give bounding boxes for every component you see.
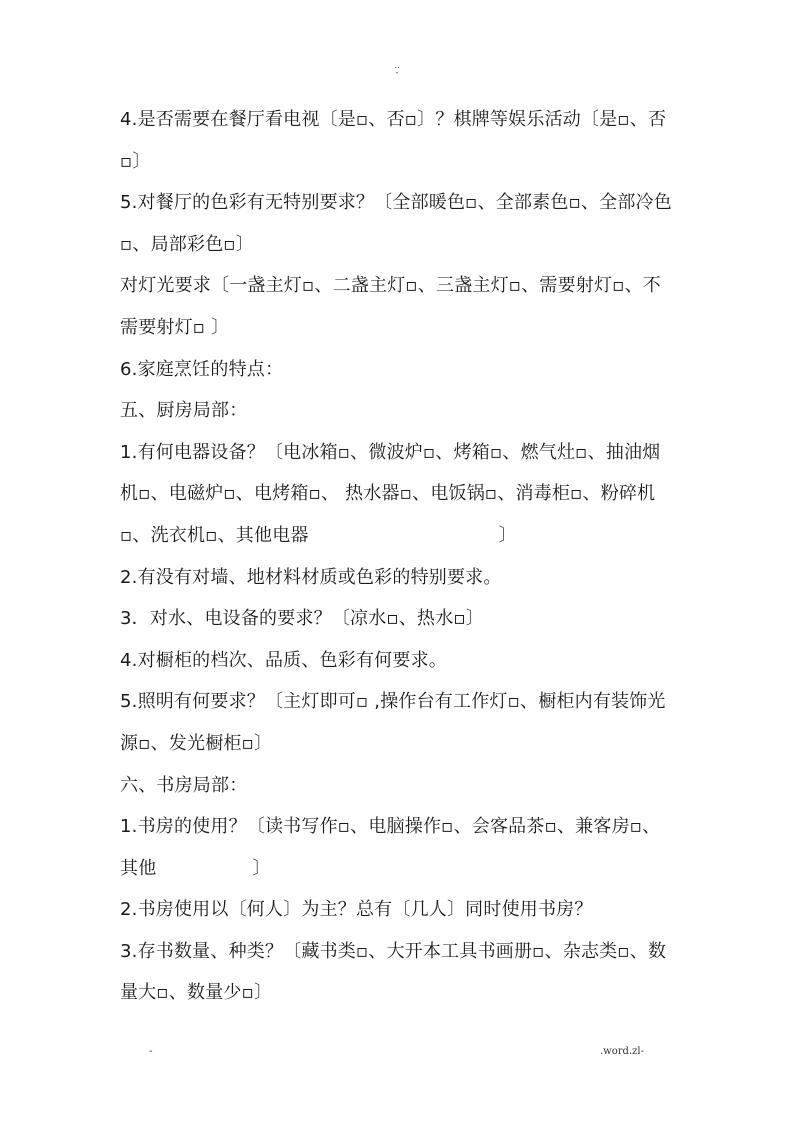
line-cooking-features: 6.家庭烹饪的特点：: [120, 358, 284, 380]
line-kitchen-lighting-cont: 源▫、发光橱柜▫〕: [120, 732, 273, 754]
line-study-books-cont: 量大▫、数量少▫〕: [120, 982, 273, 1004]
line-study-use: 1.书房的使用？〔读书写作▫、电脑操作▫、会客品茶▫、兼客房▫、: [120, 816, 661, 838]
section-study-heading: 六、书房局部：: [120, 774, 248, 796]
line-dining-tv: 4.是否需要在餐厅看电视〔是▫、否▫〕？棋牌等娱乐活动〔是▫、否: [120, 109, 667, 130]
study-other-close: 〕: [252, 857, 271, 879]
footer-left-mark: -: [149, 1046, 153, 1057]
line-dining-tv-cont: ▫〕: [120, 150, 151, 172]
appliances-other-label: ▫、洗衣机▫、其他电器: [120, 524, 309, 546]
header-mark: .. -: [394, 61, 400, 77]
line-dining-color: 5.对餐厅的色彩有无特别要求？〔全部暖色▫、全部素色▫、全部冷色: [120, 192, 672, 214]
study-other-label: 其他: [120, 857, 157, 879]
line-study-use-cont: [120, 848, 680, 890]
line-kitchen-water-power: 3．对水、电设备的要求？〔凉水▫、热水▫〕: [120, 608, 485, 630]
line-kitchen-cabinets: 4.对橱柜的档次、品质、色彩有何要求。: [120, 649, 447, 671]
footer-right-mark: .word.zl-: [600, 1046, 644, 1057]
line-kitchen-appliances-cont: 机▫、电磁炉▫、电烤箱▫、 热水器▫、电饭锅▫、消毒柜▫、粉碎机: [120, 483, 656, 505]
appliances-other-close: 〕: [498, 524, 517, 546]
line-dining-color-cont: ▫、局部彩色▫〕: [120, 233, 254, 255]
document-body: [120, 99, 680, 1014]
line-kitchen-appliances: 1.有何电器设备？〔电冰箱▫、微波炉▫、烤箱▫、燃气灶▫、抽油烟: [120, 441, 661, 463]
line-kitchen-lighting: 5.照明有何要求？〔主灯即可▫ ,操作台有工作灯▫、橱柜内有装饰光: [120, 691, 666, 713]
line-study-users: 2.书房使用以〔何人〕为主？总有〔几人〕同时使用书房？: [120, 899, 593, 921]
line-kitchen-appliances-end: [120, 515, 680, 557]
line-study-books: 3.存书数量、种类？〔藏书类▫、大开本工具书画册▫、杂志类▫、数: [120, 940, 667, 962]
line-lighting: 对灯光要求〔一盏主灯▫、二盏主灯▫、三盏主灯▫、需要射灯▫、不: [120, 275, 661, 297]
line-kitchen-materials: 2.有没有对墙、地材料材质或色彩的特别要求。: [120, 566, 502, 588]
section-kitchen-heading: 五、厨房局部：: [120, 400, 248, 422]
line-lighting-cont: 需要射灯▫ 〕: [120, 316, 230, 338]
